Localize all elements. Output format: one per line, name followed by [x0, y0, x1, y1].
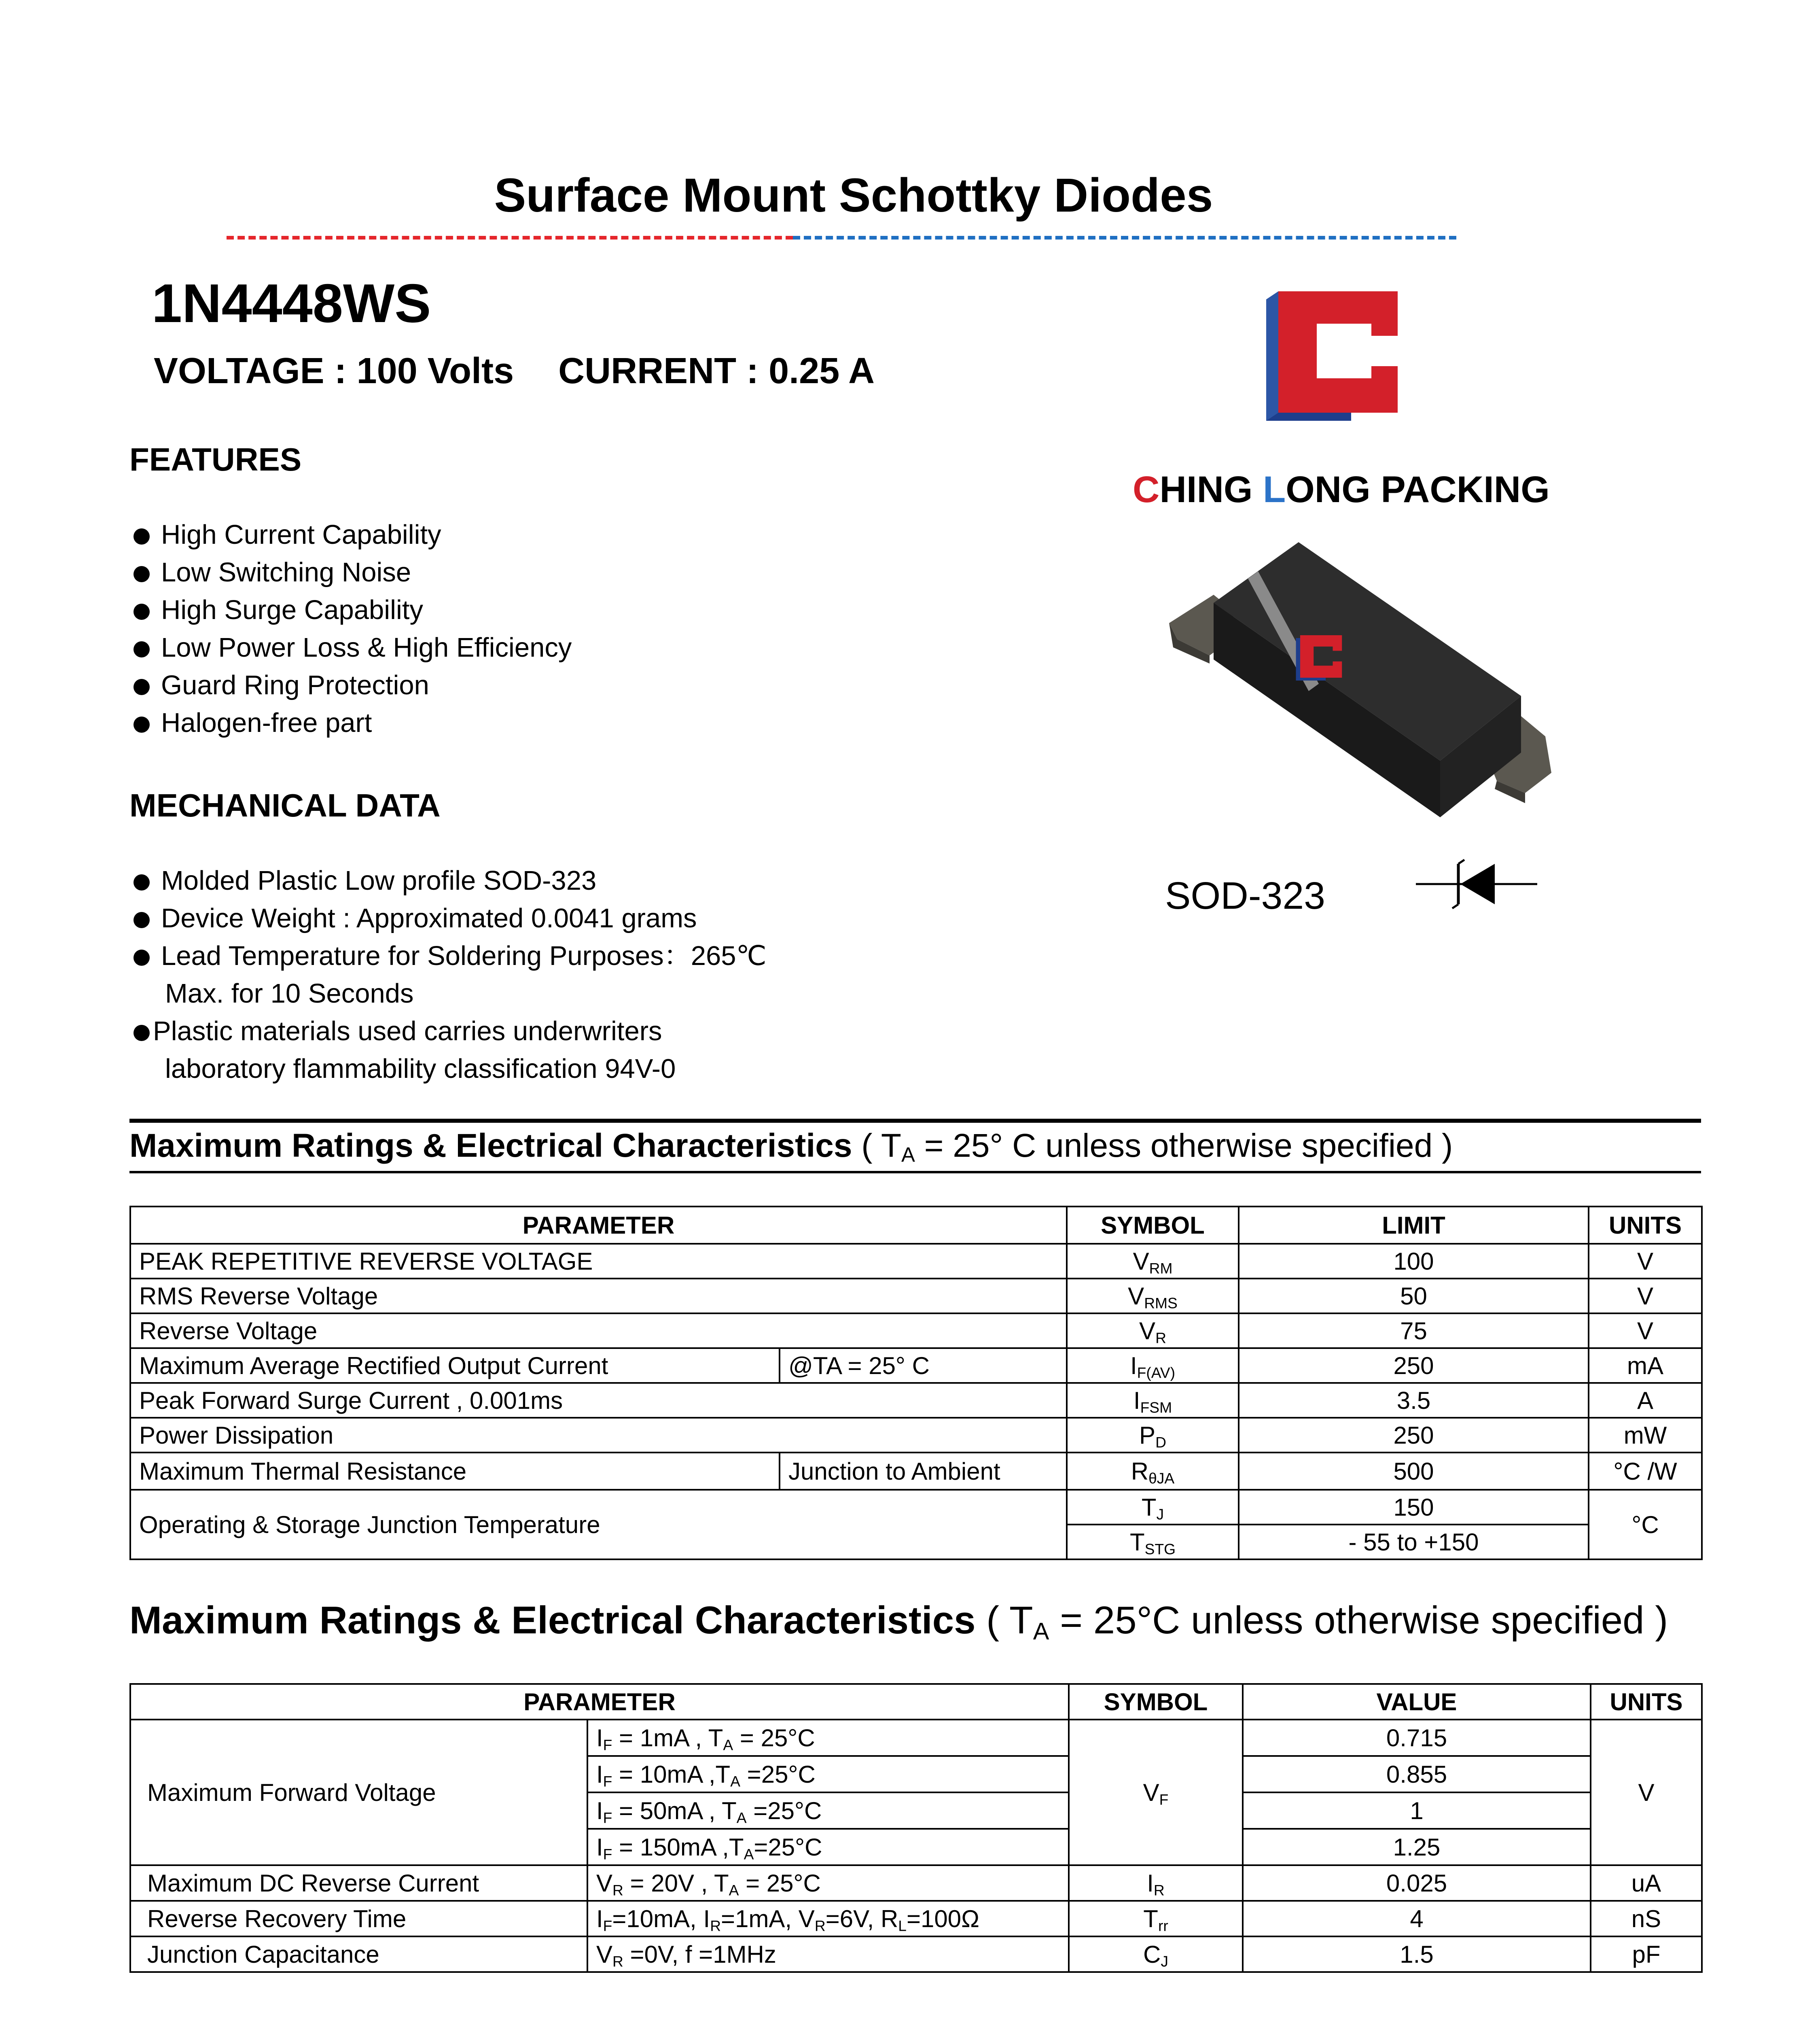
- title-underline-red: [227, 236, 793, 240]
- row-parameter: Reverse Voltage: [130, 1313, 1067, 1348]
- company-name: CHING LONG PACKING: [1133, 469, 1550, 510]
- bullet-icon: [133, 641, 150, 657]
- row-parameter: PEAK REPETITIVE REVERSE VOLTAGE: [130, 1244, 1067, 1279]
- row-limit: 50: [1239, 1279, 1589, 1313]
- row-value: 1.25: [1243, 1829, 1591, 1865]
- rating-summary: [154, 350, 875, 392]
- row-parameter: Junction Capacitance: [130, 1936, 587, 1972]
- row-unit: uA: [1591, 1865, 1702, 1901]
- row-unit: mA: [1589, 1348, 1702, 1383]
- package-label: SOD-323: [1165, 874, 1326, 917]
- bullet-icon: [133, 1025, 150, 1041]
- row-limit: 3.5: [1239, 1383, 1589, 1418]
- row-unit: °C: [1589, 1490, 1702, 1559]
- row-unit: mW: [1589, 1418, 1702, 1453]
- row-parameter: RMS Reverse Voltage: [130, 1279, 1067, 1313]
- row-symbol: $I_{F(AV)}$: [1067, 1348, 1239, 1383]
- bullet-icon: [133, 874, 150, 891]
- diode-symbol-icon: [1416, 858, 1537, 910]
- table-row: [130, 1936, 1702, 1972]
- row-unit: A: [1589, 1383, 1702, 1418]
- row-condition: $I_F = 10mA$ $,T_A =25^\circ C$: [587, 1756, 1069, 1792]
- table-row: [130, 1279, 1702, 1313]
- col-symbol: SYMBOL: [1067, 1207, 1239, 1244]
- bullet-icon: [133, 679, 150, 695]
- current-rating: CURRENT : 0.25 A: [558, 351, 875, 391]
- list-item-continued: laboratory flammability classification 94V-0: [165, 1054, 676, 1084]
- row-symbol: $I_{FSM}$: [1067, 1383, 1239, 1418]
- table-row: [130, 1313, 1702, 1348]
- row-parameter: Operating & Storage Junction Temperature: [130, 1490, 1067, 1559]
- col-value: VALUE: [1243, 1684, 1591, 1720]
- row-symbol: $V_{RMS}$: [1067, 1279, 1239, 1313]
- row-condition: $V_R =0V$, f =1MHz: [587, 1936, 1069, 1972]
- row-unit: pF: [1591, 1936, 1702, 1972]
- voltage-rating: VOLTAGE : 100 Volts: [154, 351, 514, 391]
- row-symbol: $T_{STG}$: [1067, 1525, 1239, 1559]
- page-title: Surface Mount Schottky Diodes: [494, 169, 1213, 222]
- company-logo: [1262, 291, 1400, 429]
- table-row: [130, 1453, 1702, 1490]
- part-number: 1N4448WS: [152, 273, 431, 334]
- bullet-icon: [133, 604, 150, 620]
- row-value: 0.025: [1243, 1865, 1591, 1901]
- logo-c-icon: [1262, 291, 1400, 429]
- section2-title: Maximum Ratings & Electrical Characteristics ( $T_A = 25^\circ C$ unless otherwise specified ): [129, 1599, 1668, 1645]
- list-item: Device Weight : Approximated 0.0041 grams: [133, 899, 767, 937]
- table-row: [130, 1720, 1702, 1756]
- row-limit: 75: [1239, 1313, 1589, 1348]
- list-item: Lead Temperature for Soldering Purposes：265℃: [133, 937, 767, 975]
- row-condition: $V_R = 20V$ , $T_A = 25^\circ C$: [587, 1865, 1069, 1901]
- row-parameter: Maximum DC Reverse Current: [130, 1865, 587, 1901]
- row-limit: 150: [1239, 1490, 1589, 1525]
- col-units: UNITS: [1589, 1207, 1702, 1244]
- row-unit: V: [1591, 1720, 1702, 1865]
- row-symbol: $P_D$: [1067, 1418, 1239, 1453]
- row-unit: V: [1589, 1279, 1702, 1313]
- row-parameter: Power Dissipation: [130, 1418, 1067, 1453]
- row-value: 4: [1243, 1901, 1591, 1936]
- package-image: [1161, 534, 1562, 842]
- table-header-row: [130, 1207, 1702, 1244]
- row-limit: 250: [1239, 1418, 1589, 1453]
- row-value: 1.5: [1243, 1936, 1591, 1972]
- row-condition: $I_F = 150mA$ $,T_A=25^\circ C$: [587, 1829, 1069, 1865]
- row-symbol: $C_J$: [1069, 1936, 1243, 1972]
- row-limit: 250: [1239, 1348, 1589, 1383]
- list-item: Low Power Loss & High Efficiency: [133, 629, 572, 666]
- row-condition: Junction to Ambient: [780, 1453, 1067, 1490]
- row-symbol: $T_{rr}$: [1069, 1901, 1243, 1936]
- row-symbol: $I_R$: [1069, 1865, 1243, 1901]
- list-item-continued: Max. for 10 Seconds: [165, 978, 414, 1009]
- row-symbol: $V_F$: [1069, 1720, 1243, 1865]
- col-units: UNITS: [1591, 1684, 1702, 1720]
- col-parameter: PARAMETER: [130, 1207, 1067, 1244]
- table-row: [130, 1383, 1702, 1418]
- row-condition: @TA = 25° C: [780, 1348, 1067, 1383]
- ratings-table: [129, 1206, 1703, 1560]
- electrical-table: [129, 1683, 1703, 1973]
- table-row: [130, 1348, 1702, 1383]
- sod323-package-icon: [1161, 534, 1562, 842]
- bullet-icon: [133, 528, 150, 545]
- row-unit: V: [1589, 1244, 1702, 1279]
- table-row: [130, 1490, 1702, 1525]
- bullet-icon: [133, 912, 150, 928]
- row-value: 0.855: [1243, 1756, 1591, 1792]
- row-parameter: Reverse Recovery Time: [130, 1901, 587, 1936]
- row-unit: °C /W: [1589, 1453, 1702, 1490]
- bullet-icon: [133, 566, 150, 582]
- bullet-icon: [133, 717, 150, 733]
- row-parameter: Peak Forward Surge Current , 0.001ms: [130, 1383, 1067, 1418]
- row-parameter: Maximum Average Rectified Output Current: [130, 1348, 780, 1383]
- section1-top-rule: [129, 1119, 1701, 1123]
- col-parameter: PARAMETER: [130, 1684, 1069, 1720]
- list-item: High Surge Capability: [133, 591, 572, 629]
- row-limit: 500: [1239, 1453, 1589, 1490]
- list-item: Molded Plastic Low profile SOD-323: [133, 862, 767, 899]
- section1-bottom-rule: [129, 1171, 1701, 1173]
- list-item: Low Switching Noise: [133, 553, 572, 591]
- list-item: Plastic materials used carries underwriters: [133, 1012, 767, 1050]
- section1-title: Maximum Ratings & Electrical Characteristics ( $T_A = 25^\circ$ C unless otherwise specified ): [129, 1127, 1453, 1166]
- bullet-icon: [133, 950, 150, 966]
- title-underline-blue: [793, 236, 1456, 240]
- row-condition: $I_F = 50mA$ , $T_A =25^\circ C$: [587, 1792, 1069, 1829]
- list-item: Guard Ring Protection: [133, 666, 572, 704]
- list-item: High Current Capability: [133, 516, 572, 553]
- row-condition: $I_F = 1mA$ , $T_A = 25^\circ C$: [587, 1720, 1069, 1756]
- features-heading: FEATURES: [129, 441, 302, 477]
- row-limit: 100: [1239, 1244, 1589, 1279]
- table-row: [130, 1901, 1702, 1936]
- col-limit: LIMIT: [1239, 1207, 1589, 1244]
- row-symbol: $V_{RM}$: [1067, 1244, 1239, 1279]
- row-parameter: Maximum Forward Voltage: [130, 1720, 587, 1865]
- features-list: [133, 516, 572, 742]
- mechanical-list: [133, 862, 767, 1088]
- row-symbol: $R_{\theta JA}$: [1067, 1453, 1239, 1490]
- row-symbol: $T_J$: [1067, 1490, 1239, 1525]
- row-value: 0.715: [1243, 1720, 1591, 1756]
- table-row: [130, 1418, 1702, 1453]
- row-unit: V: [1589, 1313, 1702, 1348]
- list-item: Halogen-free part: [133, 704, 572, 742]
- table-row: [130, 1865, 1702, 1901]
- diode-symbol: [1416, 858, 1537, 910]
- row-unit: nS: [1591, 1901, 1702, 1936]
- row-limit: - 55 to +150: [1239, 1525, 1589, 1559]
- row-condition: $I_F=10mA$, $I_R=1mA$, $V_R=6V$, $R_L=100\Omega$: [587, 1901, 1069, 1936]
- table-row: [130, 1244, 1702, 1279]
- table-header-row: [130, 1684, 1702, 1720]
- col-symbol: SYMBOL: [1069, 1684, 1243, 1720]
- row-symbol: $V_R$: [1067, 1313, 1239, 1348]
- row-parameter: Maximum Thermal Resistance: [130, 1453, 780, 1490]
- mechanical-heading: MECHANICAL DATA: [129, 787, 441, 823]
- row-value: 1: [1243, 1792, 1591, 1829]
